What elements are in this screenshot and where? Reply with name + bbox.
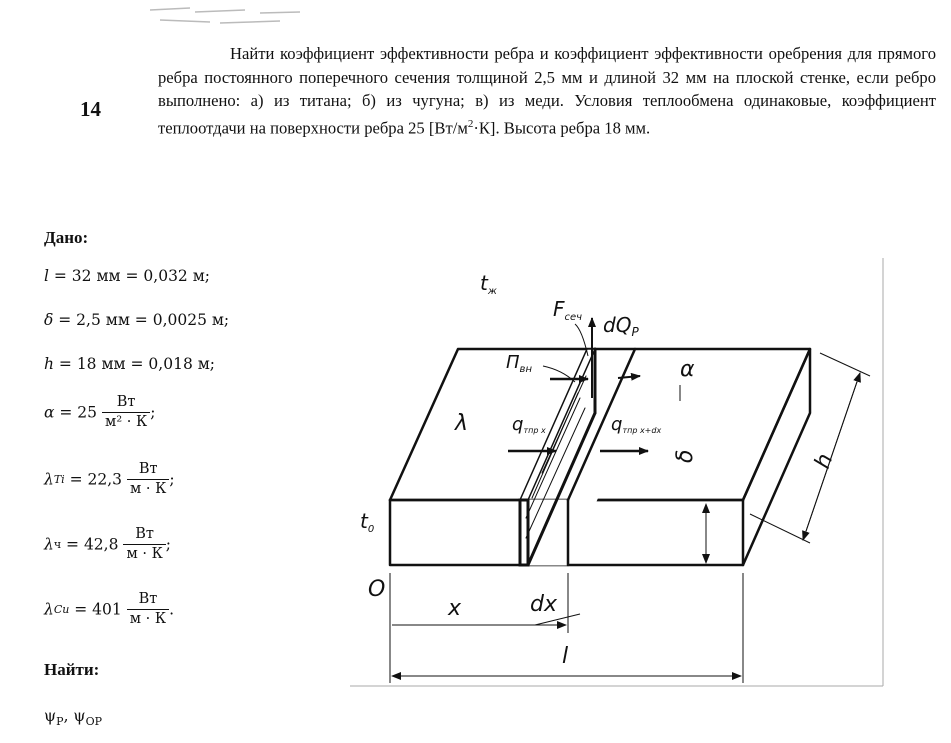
lti-unit-den: м · К bbox=[130, 481, 167, 497]
alpha-tail: ; bbox=[150, 403, 156, 422]
alpha-unit-num: Вт bbox=[102, 393, 150, 413]
label-delta: δ bbox=[673, 449, 698, 463]
lcu-unit-num: Вт bbox=[127, 590, 169, 610]
given-alpha bbox=[44, 393, 155, 432]
given-lambda-ch bbox=[44, 525, 171, 564]
scan-artifact bbox=[150, 4, 320, 28]
find-title: Найти: bbox=[44, 660, 100, 679]
psi-1: ψ bbox=[44, 707, 57, 725]
fin-diagram bbox=[350, 258, 885, 690]
lti-unit-num: Вт bbox=[127, 460, 169, 480]
lcu-unit-den: м · К bbox=[129, 611, 167, 627]
label-x: x bbox=[448, 596, 462, 621]
lch-symbol: λ bbox=[44, 535, 54, 554]
lti-sub: Ti bbox=[53, 473, 65, 486]
label-F: $F_{сеч}$ bbox=[553, 297, 583, 323]
given-delta bbox=[44, 311, 229, 329]
lti-value: = 22,3 bbox=[64, 470, 123, 489]
label-t-x: $t_ж$ bbox=[480, 271, 497, 297]
psi-sub-1: Р bbox=[56, 715, 64, 729]
lch-sub: ч bbox=[53, 538, 62, 551]
delta-value: = 2,5 мм = 0,0025 м; bbox=[53, 311, 230, 329]
lch-unit bbox=[123, 525, 165, 564]
label-dx: dx bbox=[530, 592, 557, 617]
problem-number: 14 bbox=[80, 97, 101, 121]
given-h bbox=[44, 355, 215, 373]
lch-value: = 42,8 bbox=[61, 535, 119, 554]
given-lambda-ti bbox=[44, 460, 175, 499]
label-q-x: qтпр x bbox=[512, 414, 546, 435]
lcu-sub: Cu bbox=[53, 603, 70, 616]
find-value bbox=[44, 707, 102, 728]
lti-symbol: λ bbox=[44, 470, 54, 489]
psi-sep: , ψ bbox=[63, 707, 86, 725]
label-dQ: $dQ_P$ bbox=[603, 313, 639, 339]
alpha-unit bbox=[102, 393, 150, 432]
given-title: Дано: bbox=[44, 228, 89, 247]
delta-symbol: δ bbox=[44, 311, 54, 329]
alpha-value: = 25 bbox=[54, 403, 98, 422]
h-symbol: h bbox=[44, 355, 54, 373]
label-alpha: α bbox=[680, 357, 695, 382]
lcu-value: = 401 bbox=[69, 600, 122, 619]
lcu-symbol: λ bbox=[44, 600, 54, 619]
label-h: h bbox=[810, 450, 839, 473]
lch-unit-den: м · К bbox=[126, 546, 163, 562]
given-l bbox=[44, 267, 210, 285]
lch-tail: ; bbox=[165, 535, 172, 554]
label-Pi: $П_{вн}$ bbox=[506, 352, 532, 375]
alpha-symbol: α bbox=[44, 403, 55, 422]
psi-sub-2: ОР bbox=[85, 715, 102, 729]
lti-unit bbox=[127, 460, 169, 499]
alpha-unit-den: м² · К bbox=[105, 414, 148, 430]
l-symbol: l bbox=[44, 267, 49, 285]
lch-unit-num: Вт bbox=[123, 525, 165, 545]
label-q-xdx: qтпр x+dx bbox=[611, 414, 662, 435]
l-value: = 32 мм = 0,032 м; bbox=[48, 267, 210, 285]
h-value: = 18 мм = 0,018 м; bbox=[53, 355, 216, 373]
problem-text-2: ·К]. Высота ребра 18 мм. bbox=[473, 118, 651, 138]
slice-element bbox=[520, 349, 635, 565]
lti-tail: ; bbox=[169, 470, 175, 489]
problem-statement bbox=[158, 42, 936, 140]
lcu-unit bbox=[127, 590, 169, 629]
label-O: O bbox=[368, 577, 386, 602]
problem-text-sup: 2 bbox=[467, 117, 474, 130]
lcu-tail: . bbox=[169, 600, 175, 619]
label-l: l bbox=[562, 644, 569, 669]
label-t0: $t_0$ bbox=[360, 509, 375, 535]
given-lambda-cu bbox=[44, 590, 174, 629]
label-lambda: λ bbox=[455, 411, 469, 436]
problem-text-1: Найти коэффициент эффективности ребра и коэффициент эффективности оребрения для прямого ребра постоянного поперечного сечения толщиной 2,5 мм и длиной 32 мм на плоской стенке, если ребро выполнено: а) из титана; б) из чугуна; в) из меди. Условия теплообмена одинаковые, коэффициент теплоотдачи на поверхности ребра 25 [Вт/м bbox=[158, 44, 936, 138]
